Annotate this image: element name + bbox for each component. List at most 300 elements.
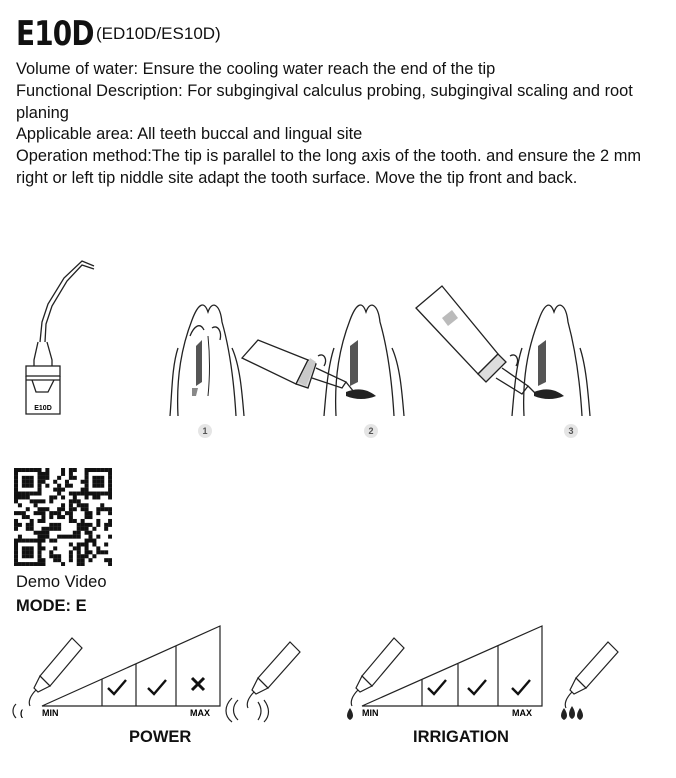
qr-module [38,492,42,496]
power-max-handpiece [226,642,300,722]
qr-module [73,468,77,472]
step-2-badge [360,420,382,442]
qr-module [30,519,34,523]
qr-module [108,492,112,496]
qr-module [26,527,30,531]
qr-caption: Demo Video [16,573,107,591]
qr-module [57,515,61,519]
qr-module [88,558,92,562]
qr-module [88,492,92,496]
qr-module [34,468,38,472]
qr-module [26,550,30,554]
qr-module [104,507,108,511]
qr-module [41,539,45,543]
qr-module [26,468,30,472]
qr-module [14,550,18,554]
qr-module [100,507,104,511]
qr-module [26,476,30,480]
qr-module [41,519,45,523]
qr-module [73,546,77,550]
qr-module [92,495,96,499]
qr-module [14,492,18,496]
qr-module [41,511,45,515]
qr-module [77,499,81,503]
qr-module [38,542,42,546]
power-gauge-title: POWER [129,728,192,746]
qr-module [26,492,30,496]
qr-module [69,519,73,523]
qr-module [41,476,45,480]
qr-module [53,554,57,558]
irrigation-max-drops-icon [561,706,583,720]
qr-module [41,472,45,476]
step-1-badge [194,420,216,442]
qr-module [45,468,49,472]
qr-module [69,550,73,554]
qr-module [96,476,100,480]
qr-module [41,535,45,539]
qr-module [73,519,77,523]
qr-module [85,542,89,546]
qr-module [85,480,89,484]
power-min-label: MIN [42,708,59,718]
qr-module [73,531,77,535]
qr-module [38,546,42,550]
qr-module [18,492,22,496]
qr-module [108,480,112,484]
qr-module [41,531,45,535]
qr-module [92,539,96,543]
qr-module [14,519,18,523]
qr-module [26,495,30,499]
irrigation-min-handpiece [351,638,404,706]
qr-module [77,546,81,550]
qr-module [22,539,26,543]
qr-module [30,539,34,543]
qr-module [38,488,42,492]
qr-module [49,495,53,499]
mode-label: MODE: E [16,597,87,615]
qr-module [41,558,45,562]
qr-module [14,523,18,527]
qr-module [96,523,100,527]
qr-module [30,546,34,550]
qr-module [77,503,81,507]
model-variants: (ED10D/ES10D) [96,24,221,43]
qr-module [34,499,38,503]
qr-module [26,484,30,488]
qr-module [85,554,89,558]
qr-module [85,531,89,535]
qr-module [14,562,18,566]
qr-module [30,468,34,472]
qr-module [49,499,53,503]
qr-module [57,476,61,480]
qr-module [104,523,108,527]
qr-module [41,515,45,519]
qr-module [26,515,30,519]
qr-module [22,484,26,488]
qr-module [18,562,22,566]
qr-module [53,480,57,484]
qr-module [85,550,89,554]
qr-module [77,554,81,558]
qr-module [38,519,42,523]
qr-module [14,542,18,546]
qr-module [85,484,89,488]
qr-module [38,507,42,511]
qr-module [45,535,49,539]
qr-module [96,511,100,515]
qr-module [73,476,77,480]
qr-module [85,511,89,515]
qr-module [85,488,89,492]
qr-module [88,539,92,543]
qr-module [96,519,100,523]
qr-module [73,499,77,503]
qr-module [38,499,42,503]
qr-module [108,507,112,511]
qr-module [108,535,112,539]
qr-module [77,492,81,496]
qr-module [26,507,30,511]
qr-module [14,476,18,480]
qr-module [96,484,100,488]
qr-module [41,562,45,566]
step-1-illustration [168,296,248,418]
qr-module [41,546,45,550]
qr-module [14,495,18,499]
qr-module [100,550,104,554]
qr-module [69,515,73,519]
qr-module [57,558,61,562]
qr-module [49,511,53,515]
qr-module [73,507,77,511]
qr-module [100,480,104,484]
qr-module [14,527,18,531]
qr-module [92,484,96,488]
qr-module [57,511,61,515]
qr-module [85,515,89,519]
qr-module [38,550,42,554]
qr-module [57,507,61,511]
qr-module [38,511,42,515]
qr-module [88,515,92,519]
qr-module [22,480,26,484]
qr-module [69,476,73,480]
qr-module [81,523,85,527]
power-min-vibration-icon: ( [20,708,23,718]
qr-module [92,476,96,480]
qr-module [81,507,85,511]
qr-module [53,488,57,492]
qr-module [92,527,96,531]
qr-module [69,558,73,562]
qr-module [96,495,100,499]
qr-module [30,480,34,484]
qr-module [38,468,42,472]
qr-module [108,562,112,566]
qr-module [61,488,65,492]
qr-module [57,492,61,496]
qr-module [73,495,77,499]
qr-module [77,531,81,535]
qr-module [104,558,108,562]
qr-module [26,562,30,566]
qr-module [108,523,112,527]
power-level-1-check [108,680,126,694]
qr-module [77,558,81,562]
qr-module [69,542,73,546]
irrigation-gauge [332,620,632,724]
qr-module [85,492,89,496]
step-3-badge [560,420,582,442]
qr-module [69,507,73,511]
qr-module [88,511,92,515]
qr-module [65,480,69,484]
qr-module [69,484,73,488]
qr-module [69,535,73,539]
qr-module [69,472,73,476]
qr-module [88,531,92,535]
qr-module [38,472,42,476]
qr-module [69,468,73,472]
qr-module [108,472,112,476]
qr-module [65,511,69,515]
qr-module [34,492,38,496]
qr-module [41,499,45,503]
qr-module [88,523,92,527]
qr-module [30,484,34,488]
power-max-label: MAX [190,708,210,718]
qr-module [100,484,104,488]
qr-module [38,562,42,566]
qr-module [53,527,57,531]
qr-module [18,535,22,539]
qr-module [108,495,112,499]
qr-module [18,495,22,499]
qr-module [61,507,65,511]
irrigation-level-2-check [468,680,486,694]
qr-module [69,492,73,496]
qr-module [100,476,104,480]
qr-module [14,546,18,550]
qr-module [22,546,26,550]
qr-module [34,539,38,543]
qr-module [77,550,81,554]
qr-module [85,472,89,476]
qr-module [92,554,96,558]
qr-module [53,546,57,550]
qr-module [85,507,89,511]
qr-module [49,523,53,527]
qr-module [22,550,26,554]
qr-module [22,515,26,519]
qr-module [108,519,112,523]
qr-module [81,480,85,484]
qr-module [53,539,57,543]
irrigation-level-1-check [428,680,446,694]
description-line-area: Applicable area: All teeth buccal and lingual site [16,125,363,144]
irrigation-max-handpiece [565,642,618,708]
qr-module [45,531,49,535]
step-2-number: 2 [368,426,374,436]
qr-module [22,476,26,480]
qr-module [14,468,18,472]
qr-module [81,519,85,523]
qr-module [38,476,42,480]
qr-module [77,535,81,539]
qr-module [92,492,96,496]
step-2-illustration [238,296,408,418]
qr-module [34,503,38,507]
qr-module [57,535,61,539]
qr-module [57,523,61,527]
calculus-deposit [196,340,202,386]
qr-module [57,484,61,488]
demo-video-qr-code[interactable] [14,468,112,566]
qr-module [14,480,18,484]
qr-module [14,484,18,488]
qr-module [18,468,22,472]
qr-module [53,495,57,499]
qr-module [69,503,73,507]
qr-module [22,562,26,566]
qr-module [81,558,85,562]
qr-module [73,492,77,496]
qr-module [85,495,89,499]
step-3-number: 3 [568,426,574,436]
qr-module [14,499,18,503]
qr-module [108,511,112,515]
qr-module [96,546,100,550]
irrigation-min-drop-icon [347,708,353,720]
qr-module [81,562,85,566]
qr-module [30,523,34,527]
qr-module [61,468,65,472]
qr-module [108,558,112,562]
qr-module [26,539,30,543]
qr-module [53,558,57,562]
description-block [16,59,656,190]
qr-module [26,523,30,527]
qr-module [18,503,22,507]
qr-module [88,550,92,554]
qr-module [41,527,45,531]
qr-module [100,492,104,496]
qr-module [34,562,38,566]
qr-module [22,511,26,515]
qr-module [22,468,26,472]
qr-module [104,527,108,531]
qr-module [65,484,69,488]
qr-module [81,527,85,531]
model-name: E10D [16,14,94,54]
qr-module [38,480,42,484]
qr-module [61,562,65,566]
qr-module [96,535,100,539]
qr-module [88,535,92,539]
qr-module [18,511,22,515]
qr-module [77,523,81,527]
qr-module [53,523,57,527]
qr-module [14,558,18,562]
qr-module [96,492,100,496]
qr-module [85,523,89,527]
qr-module [108,484,112,488]
qr-module [100,503,104,507]
power-level-2-check [148,680,166,694]
qr-module [85,476,89,480]
qr-module [45,507,49,511]
qr-module [104,468,108,472]
qr-module [96,507,100,511]
qr-module [61,503,65,507]
tip-outline [26,261,94,414]
qr-module [34,511,38,515]
tip-engraving: E10D [34,405,52,412]
qr-module [81,488,85,492]
qr-module [30,499,34,503]
qr-module [49,515,53,519]
qr-module [30,550,34,554]
qr-module [81,542,85,546]
qr-module [77,527,81,531]
qr-module [77,542,81,546]
description-line-water: Volume of water: Ensure the cooling water reach the end of the tip [16,60,496,78]
qr-module [30,562,34,566]
description-line-operation: Operation method:The tip is parallel to the long axis of the tooth. and ensure the 2 mm right or left tip niddle site adapt the tooth surface. Move the tip front and back. [16,147,642,187]
qr-module [100,468,104,472]
qr-module [41,507,45,511]
qr-module [92,468,96,472]
qr-module [77,562,81,566]
qr-module [73,535,77,539]
qr-module [22,492,26,496]
qr-module [14,554,18,558]
qr-module [81,554,85,558]
qr-module [30,527,34,531]
qr-module [61,535,65,539]
qr-module [104,542,108,546]
qr-module [96,468,100,472]
irrigation-max-label: MAX [512,708,532,718]
qr-module [45,472,49,476]
qr-module [38,531,42,535]
irrigation-gauge-title: IRRIGATION [413,728,509,746]
qr-module [22,495,26,499]
qr-module [57,488,61,492]
qr-module [69,499,73,503]
qr-module [38,535,42,539]
qr-module [18,539,22,543]
qr-module [38,558,42,562]
qr-module [85,539,89,543]
qr-module [22,554,26,558]
qr-module [108,488,112,492]
qr-module [14,511,18,515]
qr-module [85,468,89,472]
qr-module [96,480,100,484]
qr-module [30,476,34,480]
qr-module [96,550,100,554]
page-title [16,14,221,54]
qr-module [104,492,108,496]
qr-module [45,527,49,531]
qr-module [85,546,89,550]
qr-module [49,550,53,554]
qr-module [81,492,85,496]
